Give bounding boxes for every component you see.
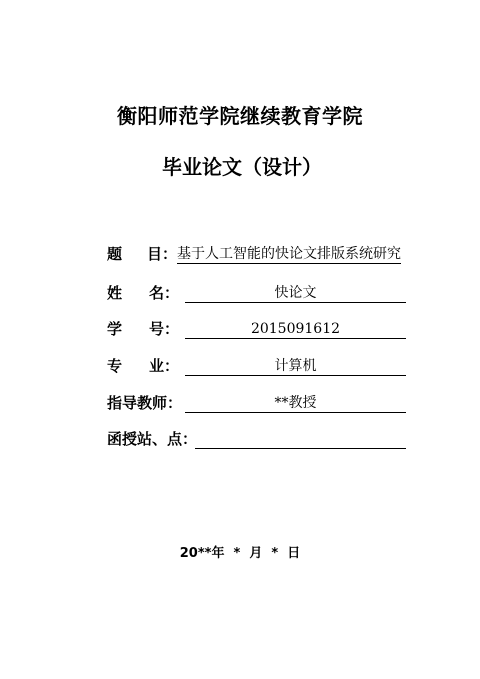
field-row-name bbox=[107, 283, 417, 305]
field-label-title: 题 目 ： bbox=[107, 245, 177, 263]
field-value-name: 快论文 bbox=[185, 283, 406, 303]
document-type-title: 毕业论文（设计） bbox=[162, 155, 322, 179]
field-row-advisor bbox=[107, 393, 417, 415]
field-row-student-id bbox=[107, 319, 417, 341]
field-label-student-id: 学 号 ： bbox=[107, 320, 179, 338]
field-row-station bbox=[107, 429, 417, 451]
field-label-advisor: 指导教师： bbox=[107, 394, 183, 412]
field-label-major: 专 业 ： bbox=[107, 357, 179, 375]
field-value-major: 计算机 bbox=[185, 356, 406, 376]
field-value-title: 基于人工智能的快论文排版系统研究 bbox=[177, 246, 401, 262]
field-value-student-id: 2015091612 bbox=[185, 319, 406, 339]
field-label-name: 姓 名 ： bbox=[107, 284, 179, 302]
date-line: 20**年 * 月 * 日 bbox=[179, 546, 301, 561]
field-value-advisor: **教授 bbox=[185, 393, 406, 413]
field-row-title bbox=[107, 244, 417, 266]
field-label-station: 函授站、点： bbox=[107, 430, 198, 448]
field-row-major bbox=[107, 356, 417, 378]
institution-title: 衡阳师范学院继续教育学院 bbox=[117, 104, 363, 128]
field-value-station bbox=[195, 429, 406, 449]
